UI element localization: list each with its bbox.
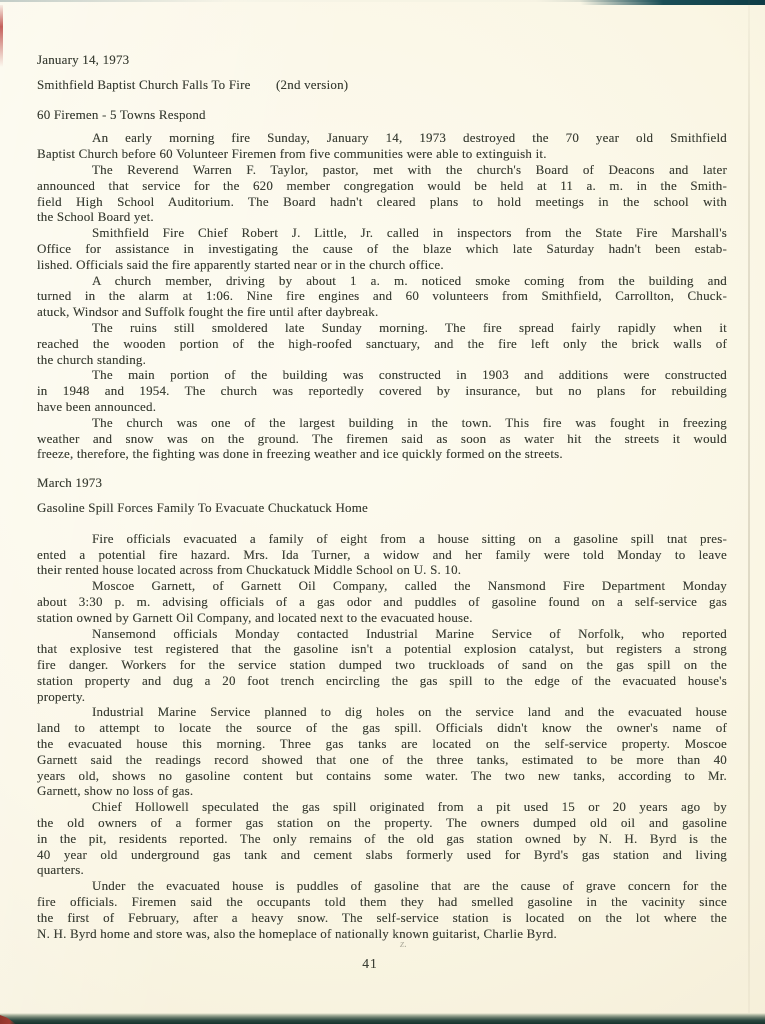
text-line: property. (37, 688, 86, 704)
text-line: the first of February, after a heavy snow. The self-service station is located on the lot where the (37, 909, 727, 925)
text-line: A church member, driving by about 1 a. m. noticed smoke coming from the building and (92, 272, 727, 288)
text-line: Office for assistance in investigating the cause of the blaze which late Saturday hadn't been estab- (37, 240, 727, 256)
text-line: in the pit, residents reported. The only remains of the old gas station owned by N. H. Byrd is the (37, 830, 727, 846)
text-line: ented a potential fire hazard. Mrs. Ida Turner, a widow and her family were told Monday to leave (37, 546, 727, 562)
text-line: Chief Hollowell speculated the gas spill originated from a pit used 15 or 20 years ago by (92, 799, 727, 815)
text-line: Baptist Church before 60 Volunteer Firemen from five communities were able to extinguish it. (37, 146, 547, 162)
text-line: The main portion of the building was constructed in 1903 and additions were constructed (92, 367, 727, 383)
text-line: field High School Auditorium. The Board hadn't cleared plans to hold meetings in the school with (37, 193, 727, 209)
left-edge-red-mark (0, 5, 3, 67)
text-line: quarters. (37, 862, 84, 878)
text-line: station property and dug a 20 foot trench encircling the gas spill to the edge of the evacuated house's (37, 672, 727, 688)
article-title (37, 77, 727, 93)
paragraph (37, 130, 727, 162)
text-line: Garnett said the readings record showed that one of the three tanks, estimated to be more than 40 (37, 751, 727, 767)
article-gas-spill (37, 475, 727, 941)
text-line: turned in the alarm at 1:06. Nine fire engines and 60 volunteers from Smithfield, Carrollton, Chuck- (37, 288, 727, 304)
text-line: the church standing. (37, 351, 147, 367)
article-title-text: Smithfield Baptist Church Falls To Fire (37, 76, 251, 92)
article-date: January 14, 1973 (37, 52, 130, 67)
text-line: Garnett, show no loss of gas. (37, 783, 194, 799)
text-line: Under the evacuated house is puddles of gasoline that are the cause of grave concern for the (92, 878, 727, 894)
text-line: Nansemond officials Monday contacted Industrial Marine Service of Norfolk, who reported (92, 625, 727, 641)
smudge-mark: z. (400, 938, 408, 950)
text-line: The church was one of the largest building in the town. This fire was fought in freezing (92, 414, 727, 430)
article-subtitle: 60 Firemen - 5 Towns Respond (37, 106, 206, 122)
right-page-crease (748, 0, 750, 1013)
text-line: The Reverend Warren F. Taylor, pastor, met with the church's Board of Deacons and later (92, 161, 727, 177)
paragraph (37, 320, 727, 367)
page-number: 41 (362, 956, 378, 971)
text-line: their rented house located across from Chuckatuck Middle School on U. S. 10. (37, 562, 462, 578)
text-line: fire officials. Firemen said the occupants told them they had smelled gasoline in the vacinity since (37, 894, 727, 910)
paragraph (37, 273, 727, 320)
text-line: Fire officials evacuated a family of eight from a house sitting on a gasoline spill tnat pres- (92, 530, 727, 546)
page-bottom-edge (0, 1013, 765, 1024)
paragraph (37, 704, 727, 799)
paragraph (37, 162, 727, 225)
paragraph (37, 531, 727, 578)
text-line: the evacuated house this morning. Three gas tanks are located on the self-service property. Moscoe (37, 736, 727, 752)
text-line: weather and snow was on the ground. The firemen said as soon as water hit the streets it would (37, 430, 727, 446)
article-body (37, 531, 727, 942)
article-date: March 1973 (37, 475, 103, 491)
text-line: about 3:30 p. m. advising officials of a gas odor and puddles of gasoline found on a self-service gas (37, 593, 727, 609)
text-line: freeze, therefore, the fighting was done in freezing weather and ice quickly formed on the streets. (37, 446, 563, 462)
paragraph (37, 415, 727, 462)
text-line: the School Board yet. (37, 209, 154, 225)
text-line: station owned by Garnett Oil Company, and located next to the evacuated house. (37, 609, 473, 625)
top-right-teal-edge (580, 0, 765, 5)
article-church-fire (37, 52, 727, 462)
text-line: reached the wooden portion of the high-roofed sanctuary, and the fire left only the brick walls of (37, 335, 727, 351)
article-title-version: (2nd version) (276, 76, 349, 92)
text-line: fire danger. Workers for the service station dumped two truckloads of sand on the gas spill on the (37, 657, 727, 673)
text-line: in 1948 and 1954. The church was reportedly covered by insurance, but no plans for rebuilding (37, 383, 727, 399)
text-line: announced that service for the 620 member congregation would be held at 11 a. m. in the Smith- (37, 177, 727, 193)
paragraph (37, 878, 727, 941)
text-line: An early morning fire Sunday, January 14, 1973 destroyed the 70 year old Smithfield (92, 130, 727, 146)
paragraph (37, 367, 727, 414)
text-line: 40 year old underground gas tank and cement slabs formerly used for Byrd's gas station and living (37, 846, 727, 862)
text-line: Industrial Marine Service planned to dig holes on the service land and the evacuated house (92, 704, 727, 720)
text-line: atuck, Windsor and Suffolk fought the fire until after daybreak. (37, 304, 379, 320)
text-line: lished. Officials said the fire apparently started near or in the church office. (37, 256, 444, 272)
paragraph (37, 578, 727, 625)
text-line: Smithfield Fire Chief Robert J. Little, Jr. called in inspectors from the State Fire Marshall's (92, 225, 727, 241)
text-line: land to attempt to locate the source of the gas spill. Officials didn't know the owner's name of (37, 720, 727, 736)
text-line: the old owners of a former gas station on the property. The owners dumped old oil and gasoline (37, 815, 727, 831)
article-body (37, 130, 727, 462)
text-line: that explosive test registered that the gasoline isn't a potential explosion catalyst, but registers a strong (37, 641, 727, 657)
text-line: N. H. Byrd home and store was, also the homeplace of nationally known guitarist, Charlie Byrd. (37, 925, 557, 941)
text-line: The ruins still smoldered late Sunday morning. The fire spread fairly rapidly when it (92, 319, 727, 335)
paragraph (37, 799, 727, 878)
paragraph (37, 626, 727, 705)
text-line: years old, shows no gasoline content but contains some water. The two new tanks, according to Mr. (37, 767, 727, 783)
text-line: Moscoe Garnett, of Garnett Oil Company, called the Nansmond Fire Department Monday (92, 578, 727, 594)
paragraph (37, 225, 727, 272)
page-content (37, 52, 727, 941)
article-title: Gasoline Spill Forces Family To Evacuate Chuckatuck Home (37, 499, 369, 515)
text-line: have been announced. (37, 398, 157, 414)
